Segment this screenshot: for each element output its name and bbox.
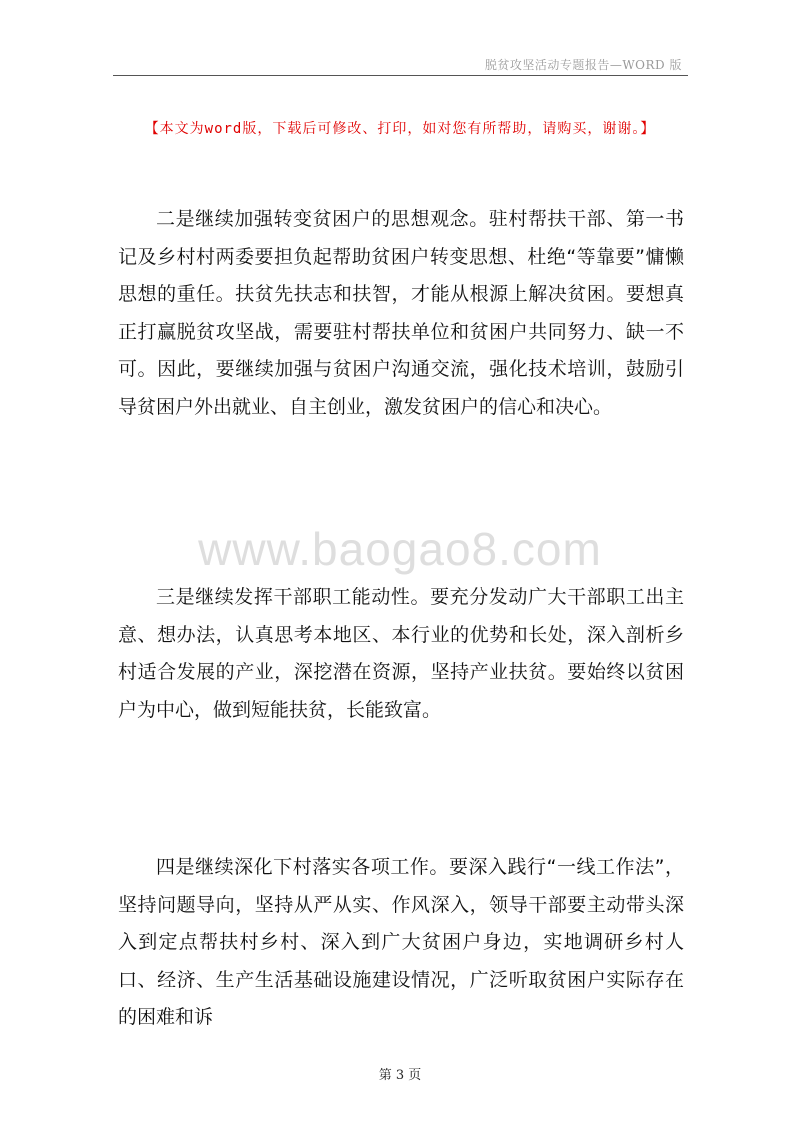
purchase-notice: 【本文为word版，下载后可修改、打印，如对您有所帮助，请购买，谢谢。】 (144, 121, 656, 137)
header-title: 脱贫攻坚活动专题报告—WORD 版 (484, 58, 682, 72)
site-watermark: www.baogao8.com (198, 523, 602, 575)
body-paragraph-1: 二是继续加强转变贫困户的思想观念。驻村帮扶干部、第一书记及乡村村两委要担负起帮助贫困户转变思想、杜绝“等靠要”慵懒思想的重任。扶贫先扶志和扶智，才能从根源上解决贫困。要想真正打赢脱贫攻坚战，需要驻村帮扶单位和贫困户共同努力、缺一不可。因此，要继续加强与贫困户沟通交流，强化技术培训，鼓励引导贫困户外出就业、自主创业，激发贫困户的信心和决心。 (118, 208, 684, 418)
body-paragraph-3: 四是继续深化下村落实各项工作。要深入践行“一线工作法”，坚持问题导向，坚持从严从实、作风深入，领导干部要主动带头深入到定点帮扶村乡村、深入到广大贫困户身边，实地调研乡村人口、经济、生产生活基础设施建设情况，广泛听取贫困户实际存在的困难和诉 (118, 856, 684, 1028)
body-paragraph-2: 三是继续发挥干部职工能动性。要充分发动广大干部职工出主意、想办法，认真思考本地区、本行业的优势和长处，深入剖析乡村适合发展的产业，深挖潜在资源，坚持产业扶贫。要始终以贫困户为中心，做到短能扶贫，长能致富。 (118, 586, 684, 721)
header-divider (113, 75, 688, 76)
page-number: 第 3 页 (378, 1068, 422, 1083)
